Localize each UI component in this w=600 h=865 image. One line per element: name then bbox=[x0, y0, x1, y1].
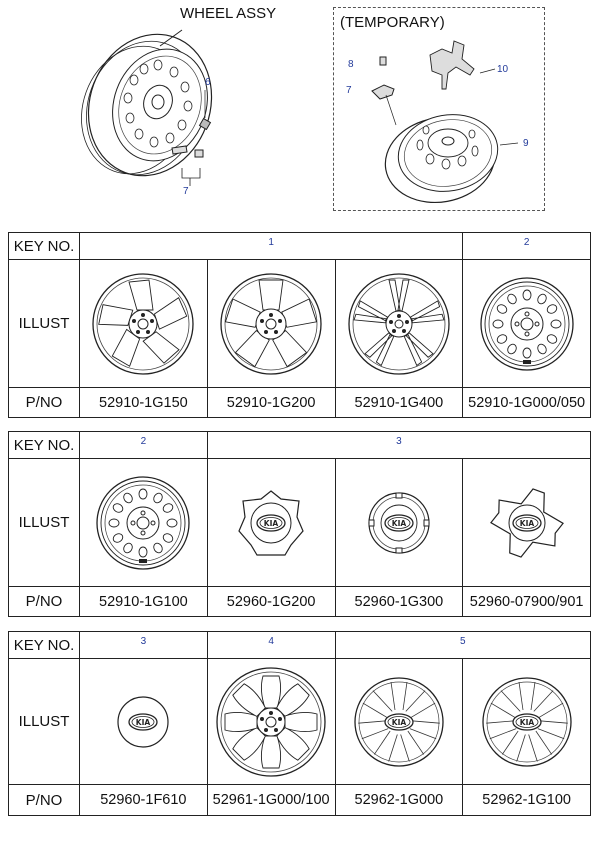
callout-9: 9 bbox=[523, 138, 529, 149]
wheel-cover-8-spoke-icon bbox=[213, 664, 329, 780]
illust-cell bbox=[463, 659, 591, 785]
illust-cell bbox=[80, 659, 208, 785]
callout-6: 6 bbox=[205, 77, 211, 88]
illust-header: ILLUST bbox=[9, 459, 80, 587]
callout-7-temporary: 7 bbox=[346, 85, 352, 96]
kia-center-cap-round-icon bbox=[359, 483, 439, 563]
illust-cell bbox=[463, 260, 591, 388]
kia-center-cap-5-point-icon bbox=[231, 483, 311, 563]
alloy-wheel-5-spoke-swirl-icon bbox=[88, 269, 198, 379]
parts-table-3 bbox=[8, 631, 591, 816]
alloy-wheel-5-spoke-icon bbox=[216, 269, 326, 379]
key-cell bbox=[80, 632, 208, 659]
key-no-header: KEY NO. bbox=[9, 432, 80, 459]
illust-cell bbox=[335, 260, 463, 388]
key-number: 4 bbox=[268, 636, 274, 647]
key-cell bbox=[463, 233, 591, 260]
temporary-label: (TEMPORARY) bbox=[340, 14, 445, 31]
illust-cell bbox=[463, 459, 591, 587]
pno-header: P/NO bbox=[9, 587, 80, 617]
steel-wheel-icon bbox=[472, 269, 582, 379]
key-cell bbox=[335, 632, 591, 659]
temporary-wheel-drawing bbox=[340, 35, 540, 205]
key-cell bbox=[80, 233, 463, 260]
illust-header: ILLUST bbox=[9, 260, 80, 388]
part-number: 52962-1G000 bbox=[335, 785, 463, 816]
key-number: 2 bbox=[140, 436, 147, 447]
illust-cell bbox=[80, 260, 208, 388]
key-number: 5 bbox=[459, 636, 466, 647]
part-number: 52910-1G400 bbox=[335, 388, 463, 418]
illust-cell bbox=[335, 459, 463, 587]
parts-table-1 bbox=[8, 232, 591, 418]
part-number: 52960-1G200 bbox=[207, 587, 335, 617]
part-number: 52961-1G000/100 bbox=[207, 785, 335, 816]
part-number: 52910-1G000/050 bbox=[463, 388, 591, 418]
kia-emblem-icon bbox=[108, 687, 178, 757]
callout-7: 7 bbox=[183, 186, 189, 197]
part-number: 52960-1F610 bbox=[80, 785, 208, 816]
hubcap-icon bbox=[349, 672, 449, 772]
callout-8: 8 bbox=[348, 59, 354, 70]
key-cell bbox=[207, 432, 590, 459]
pno-header: P/NO bbox=[9, 785, 80, 816]
callout-10: 10 bbox=[497, 64, 509, 75]
parts-table-2 bbox=[8, 431, 591, 617]
illust-cell bbox=[207, 659, 335, 785]
key-no-header: KEY NO. bbox=[9, 632, 80, 659]
key-no-header: KEY NO. bbox=[9, 233, 80, 260]
part-number: 52962-1G100 bbox=[463, 785, 591, 816]
kia-center-cap-4-point-icon bbox=[487, 483, 567, 563]
key-number: 3 bbox=[396, 436, 402, 447]
key-cell bbox=[80, 432, 208, 459]
steel-wheel-icon bbox=[88, 468, 198, 578]
pno-header: P/NO bbox=[9, 388, 80, 418]
part-number: 52910-1G150 bbox=[80, 388, 208, 418]
key-number: 3 bbox=[140, 636, 147, 647]
illust-cell bbox=[335, 659, 463, 785]
illust-cell bbox=[80, 459, 208, 587]
top-diagram bbox=[0, 0, 600, 220]
illust-cell bbox=[207, 459, 335, 587]
part-number: 52910-1G100 bbox=[80, 587, 208, 617]
part-number: 52960-07900/901 bbox=[463, 587, 591, 617]
wheel-assembly-drawing bbox=[70, 20, 230, 200]
alloy-wheel-10-spoke-icon bbox=[344, 269, 454, 379]
key-number: 1 bbox=[268, 237, 274, 248]
illust-cell bbox=[207, 260, 335, 388]
part-number: 52910-1G200 bbox=[207, 388, 335, 418]
hubcap-icon bbox=[477, 672, 577, 772]
illust-header: ILLUST bbox=[9, 659, 80, 785]
part-number: 52960-1G300 bbox=[335, 587, 463, 617]
key-number: 2 bbox=[523, 237, 530, 248]
wheel-assy-label: WHEEL ASSY bbox=[180, 5, 277, 22]
key-cell bbox=[207, 632, 335, 659]
